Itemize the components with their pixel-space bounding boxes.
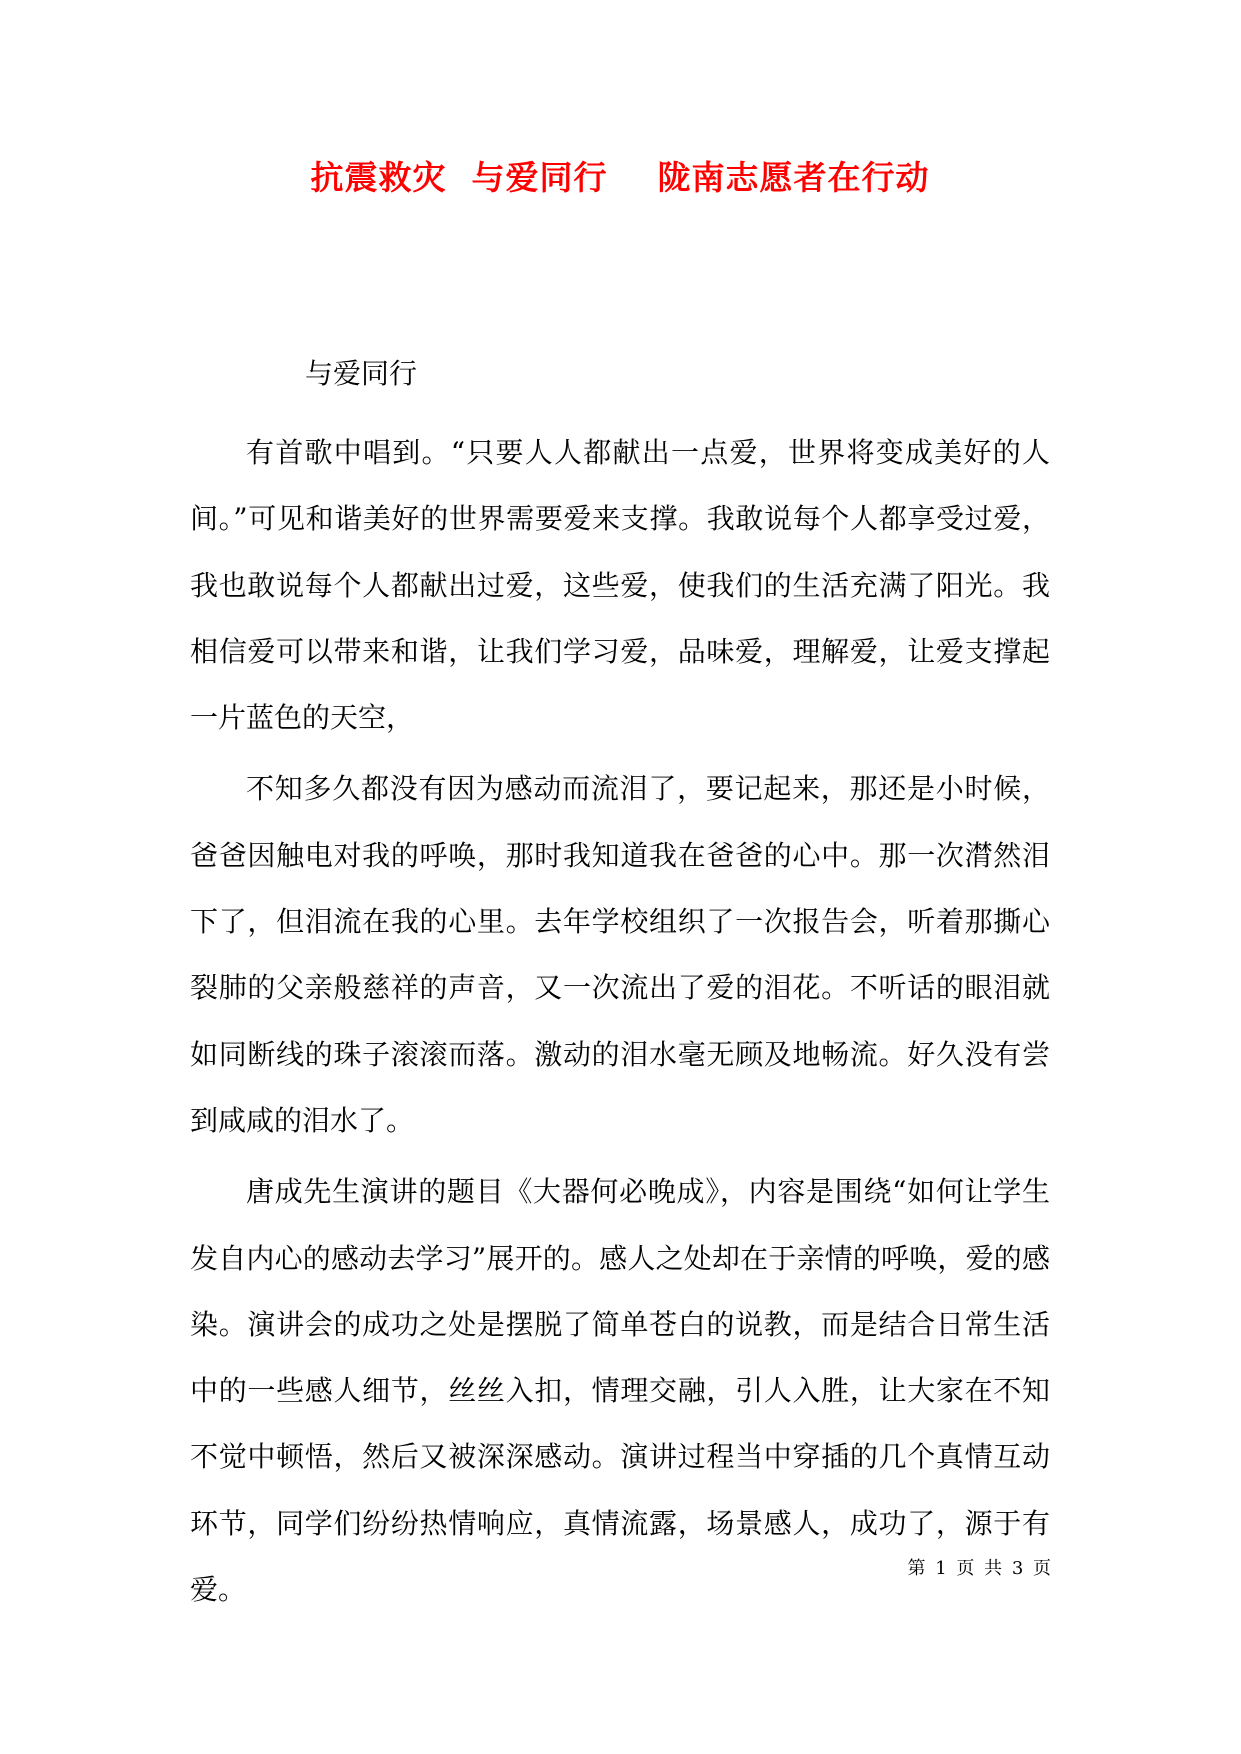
paragraph-1: 有首歌中唱到。“只要人人都献出一点爱，世界将变成美好的人间。”可见和谐美好的世界需要爱来支撑。我敢说每个人都享受过爱，我也敢说每个人都献出过爱，这些爱，使我们的生活充满了阳光。我相信爱可以带来和谐，让我们学习爱，品味爱，理解爱，让爱支撑起一片蓝色的天空， — [190, 436, 1050, 735]
document-title: 抗震救灾 与爱同行 陇南志愿者在行动 — [310, 158, 930, 197]
section-heading: 与爱同行 — [305, 357, 418, 390]
paragraph-3: 唐成先生演讲的题目《大器何必晚成》，内容是围绕“如何让学生发自内心的感动去学习”展开的。感人之处却在于亲情的呼唤，爱的感染。演讲会的成功之处是摆脱了简单苍白的说教，而是结合日常生活中的一些感人细节，丝丝入扣，情理交融，引人入胜，让大家在不知不觉中顿悟，然后又被深深感动。演讲过程当中穿插的几个真情互动环节，同学们纷纷热情响应，真情流露，场景感人，成功了，源于有爱。 — [190, 1175, 1050, 1607]
page-number-footer: 第 1 页 共 3 页 — [907, 1558, 1053, 1579]
paragraph-2: 不知多久都没有因为感动而流泪了，要记起来，那还是小时候，爸爸因触电对我的呼唤，那时我知道我在爸爸的心中。那一次潸然泪下了，但泪流在我的心里。去年学校组织了一次报告会，听着那撕心裂肺的父亲般慈祥的声音，又一次流出了爱的泪花。不听话的眼泪就如同断线的珠子滚滚而落。激动的泪水毫无顾及地畅流。好久没有尝到咸咸的泪水了。 — [190, 772, 1050, 1137]
document-body — [190, 420, 1050, 1628]
